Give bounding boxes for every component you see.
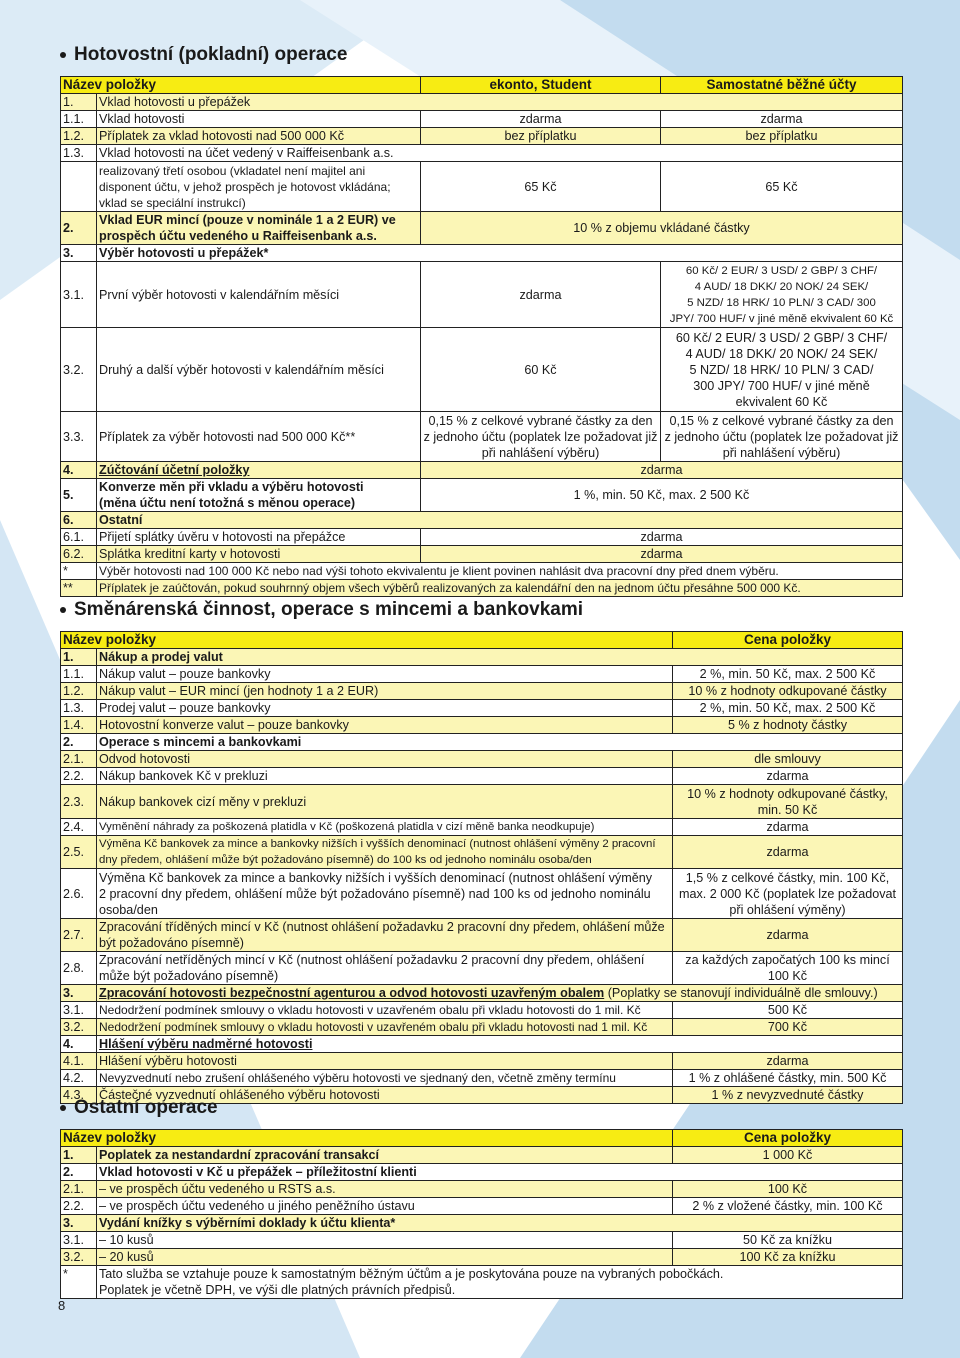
table-row: 3. Výběr hotovosti u přepážek* [61, 245, 903, 262]
table-header: Název položky ekonto, Student Samostatné běžné účty [61, 77, 903, 94]
table-row: 1. Vklad hotovosti u přepážek [61, 94, 903, 111]
table-row: 1.2. Příplatek za vklad hotovosti nad 500 000 Kč bez příplatku bez příplatku [61, 128, 903, 145]
bullet-icon [60, 1105, 66, 1111]
table-row: 6.2. Splátka kreditní karty v hotovosti zdarma [61, 546, 903, 563]
other-operations-table [60, 1129, 903, 1299]
page-number: 8 [58, 1298, 66, 1313]
table-row: 1.3. Vklad hotovosti na účet vedený v Raiffeisenbank a.s. [61, 145, 903, 162]
table-row: 5. Konverze měn při vkladu a výběru hotovosti (měna účtu není totožná s měnou operace) 1 %, min. 50 Kč, max. 2 500 Kč [61, 479, 903, 512]
table-row: 2.3. Nákup bankovek cizí měny v prekluzi 10 % z hodnoty odkupované částky, min. 50 Kč [61, 785, 903, 819]
section-title-other: Ostatní operace [60, 1097, 218, 1119]
section-title-cash: Hotovostní (pokladní) operace [60, 44, 347, 66]
table-row: 1.2. Nákup valut – EUR mincí (jen hodnoty 1 a 2 EUR) 10 % z hodnoty odkupované částky [61, 683, 903, 700]
table-row: 1. Poplatek za nestandardní zpracování transakcí 1 000 Kč [61, 1147, 903, 1164]
table-row: 3.3. Příplatek za výběr hotovosti nad 500 000 Kč** 0,15 % z celkové vybrané částky za den z jednoho účtu (poplatek lze požadovat již při nahlášení výběru) 0,15 % z celkové vybrané částky za den z jednoho účtu (poplatek lze požadovat již při nahlášení výběru) [61, 412, 903, 462]
table-row: 3. Vydání knížky s výběrními doklady k účtu klienta* [61, 1215, 903, 1232]
table-row: 2.8. Zpracování netříděných mincí v Kč (nutnost ohlášení požadavku 2 pracovní dny předem, ohlášení může být požadováno písemně) za každých započatých 100 ks mincí 100 Kč [61, 952, 903, 985]
table-row: 1.3. Prodej valut – pouze bankovky 2 %, min. 50 Kč, max. 2 500 Kč [61, 700, 903, 717]
table-row: 2.7. Zpracování tříděných mincí v Kč (nutnost ohlášení požadavku 2 pracovní dny předem, ohlášení může být požadováno písemně) zdarma [61, 919, 903, 952]
table-header: Název položky Cena položky [61, 632, 903, 649]
table-row: 1.4. Hotovostní konverze valut – pouze bankovky 5 % z hodnoty částky [61, 717, 903, 734]
table-row: 4.3. Částečné vyzvednutí ohlášeného výběru hotovosti 1 % z nevyzvednuté částky [61, 1087, 903, 1104]
footnote-row: ** Příplatek je zaúčtován, pokud souhrnný objem všech výběrů realizovaných za kalendářní den na jednom účtu přesáhne 500 000 Kč. [61, 580, 903, 597]
table-row: 1.1. Nákup valut – pouze bankovky 2 %, min. 50 Kč, max. 2 500 Kč [61, 666, 903, 683]
table-row: 4. Zúčtování účetní položky zdarma [61, 462, 903, 479]
table-row: 2. Vklad hotovosti v Kč u přepážek – příležitostní klienti [61, 1164, 903, 1181]
exchange-operations-table [60, 631, 903, 1104]
footnote-row: * Výběr hotovosti nad 100 000 Kč nebo nad výši tohoto ekvivalentu je klient povinen nahlásit dva pracovní dny před dnem výběru. [61, 563, 903, 580]
table-row: 1. Nákup a prodej valut [61, 649, 903, 666]
table-row: 2.1. Odvod hotovosti dle smlouvy [61, 751, 903, 768]
table-row: 2.1. – ve prospěch účtu vedeného u RSTS a.s. 100 Kč [61, 1181, 903, 1198]
table-row: 2.2. – ve prospěch účtu vedeného u jiného peněžního ústavu 2 % z vložené částky, min. 100 Kč [61, 1198, 903, 1215]
table-row: 2. Vklad EUR mincí (pouze v nominále 1 a 2 EUR) ve prospěch účtu vedeného u Raiffeisenbank a.s. 10 % z objemu vkládané částky [61, 212, 903, 245]
section-title-exchange: Směnárenská činnost, operace s mincemi a bankovkami [60, 599, 583, 621]
table-row: 3.1. – 10 kusů 50 Kč za knížku [61, 1232, 903, 1249]
table-row: 6.1. Přijetí splátky úvěru v hotovosti na přepážce zdarma [61, 529, 903, 546]
bullet-icon [60, 607, 66, 613]
table-row: 6. Ostatní [61, 512, 903, 529]
table-row: 2.5. Výměna Kč bankovek za mince a bankovky nižších i vyšších denominací (nutnost ohlášení výměny 2 pracovní dny předem, ohlášení může být požadováno písemně) do 100 ks od jednoho nominálu osoba/den zdarma [61, 836, 903, 869]
table-row: 3. Zpracování hotovosti bezpečnostní agenturou a odvod hotovosti uzavřeným obalem (Poplatky se stanovují individuálně dle smlouvy.) [61, 985, 903, 1002]
table-row: 3.2. Nedodržení podmínek smlouvy o vkladu hotovosti v uzavřeném obalu při vkladu hotovosti nad 1 mil. Kč 700 Kč [61, 1019, 903, 1036]
table-row: 2.6. Výměna Kč bankovek za mince a bankovky nižších i vyšších denominací (nutnost ohlášení výměny 2 pracovní dny předem, ohlášení může být požadováno písemně) nad 100 ks od jednoho nominálu osoba/den 1,5 % z celkové částky, min. 100 Kč, max. 2 000 Kč (poplatek lze požadovat při ohlášení výměny) [61, 869, 903, 919]
table-row: 3.2. – 20 kusů 100 Kč za knížku [61, 1249, 903, 1266]
table-row: 4.1. Hlášení výběru hotovosti zdarma [61, 1053, 903, 1070]
table-row: 3.1. Nedodržení podmínek smlouvy o vkladu hotovosti v uzavřeném obalu při vkladu hotovosti do 1 mil. Kč 500 Kč [61, 1002, 903, 1019]
table-row: 1.1. Vklad hotovosti zdarma zdarma [61, 111, 903, 128]
table-row: 2.2. Nákup bankovek Kč v prekluzi zdarma [61, 768, 903, 785]
table-row: 4.2. Nevyzvednutí nebo zrušení ohlášeného výběru hotovosti ve sjednaný den, včetně změny termínu 1 % z ohlášené částky, min. 500 Kč [61, 1070, 903, 1087]
bullet-icon [60, 52, 66, 58]
table-row: 2. Operace s mincemi a bankovkami [61, 734, 903, 751]
table-row: realizovaný třetí osobou (vkladatel není majitel ani disponent účtu, v jehož prospěch je hotovost vkládána; vklad se speciální instrukcí) 65 Kč 65 Kč [61, 162, 903, 212]
table-row: 2.4. Vyměnění náhrady za poškozená platidla v Kč (poškozená platidla v cizí měně banka neodkupuje) zdarma [61, 819, 903, 836]
third-party-deposit-note: realizovaný třetí osobou (vkladatel není majitel ani disponent účtu, v jehož prospěch je hotovost vkládána; vklad se speciální instrukcí) [97, 162, 421, 212]
table-row: 3.1. První výběr hotovosti v kalendářním měsíci zdarma 60 Kč/ 2 EUR/ 3 USD/ 2 GBP/ 3 CHF/ 4 AUD/ 18 DKK/ 20 NOK/ 24 SEK/ 5 NZD/ 18 HRK/ 10 PLN/ 3 CAD/ 300 JPY/ 700 HUF/ v jiné měně ekvivalent 60 Kč [61, 262, 903, 328]
table-row: 3.2. Druhý a další výběr hotovosti v kalendářním měsíci 60 Kč 60 Kč/ 2 EUR/ 3 USD/ 2 GBP/ 3 CHF/ 4 AUD/ 18 DKK/ 20 NOK/ 24 SEK/ 5 NZD/ 18 HRK/ 10 PLN/ 3 CAD/ 300 JPY/ 700 HUF/ v jiné měně ekvivalent 60 Kč [61, 328, 903, 412]
footnote-row: * Tato služba se vztahuje pouze k samostatným běžným účtům a je poskytována pouze na vybraných pobočkách. Poplatek je včetně DPH, ve výši dle platných právních předpisů. [61, 1266, 903, 1299]
table-header: Název položky Cena položky [61, 1130, 903, 1147]
table-row: 4. Hlášení výběru nadměrné hotovosti [61, 1036, 903, 1053]
cash-operations-table [60, 76, 903, 597]
